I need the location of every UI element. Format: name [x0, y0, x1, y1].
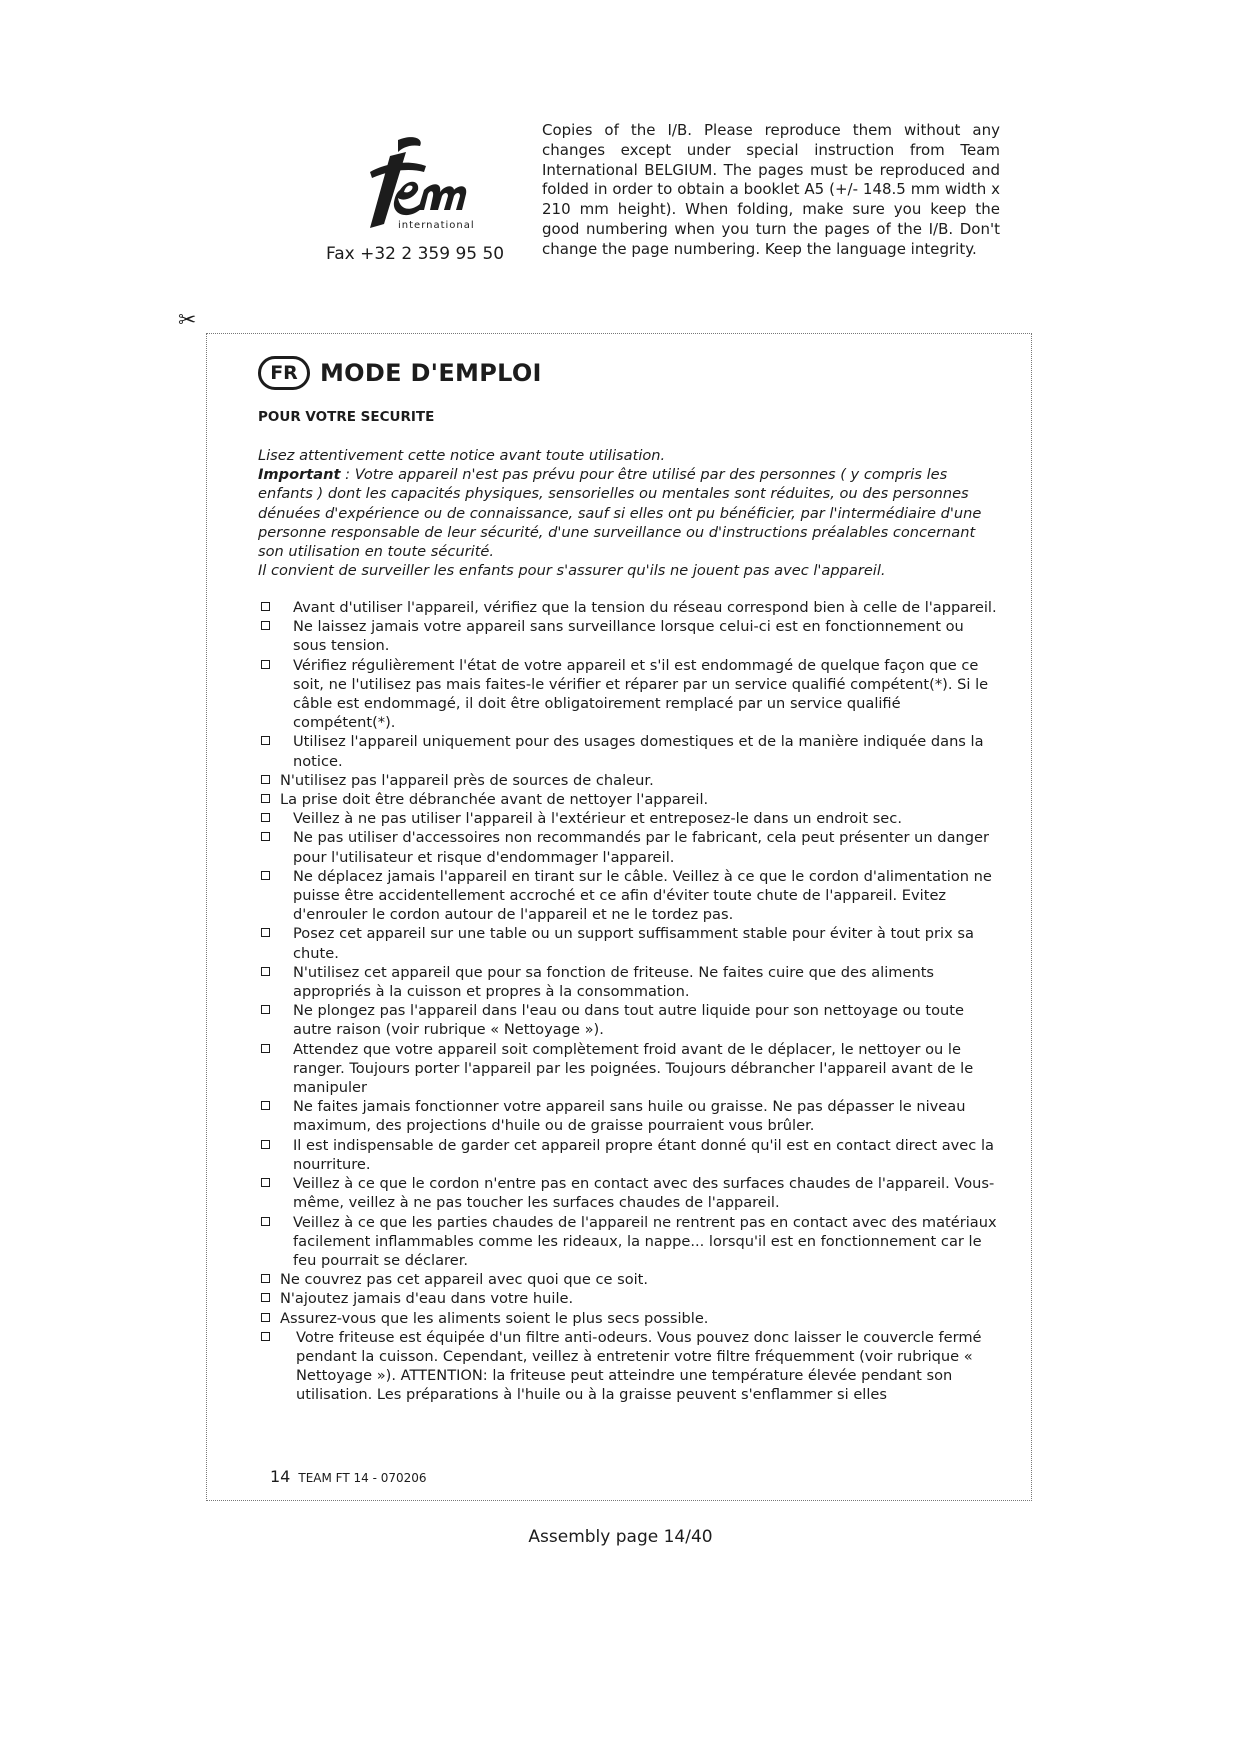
checkbox-icon [261, 1293, 270, 1302]
checkbox-icon [261, 832, 270, 841]
list-item [258, 1213, 998, 1271]
list-item [258, 1136, 998, 1174]
safety-list [258, 598, 998, 1405]
list-item-text: Utilisez l'appareil uniquement pour des usages domestiques et de la manière indiquée dans la notice. [293, 733, 984, 770]
list-item-text: Vérifiez régulièrement l'état de votre appareil et s'il est endommagé de quelque façon que ce soit, ne l'utilisez pas mais faites-le vérifier et réparer par un service qualifié compétent(*). Si le câble est endommagé, il doit être obligatoirement remplacé par un service qualifié compétent(*). [293, 656, 989, 732]
checkbox-icon [261, 1044, 270, 1053]
section-title: POUR VOTRE SECURITE [258, 409, 435, 425]
list-item [258, 656, 998, 733]
list-item [258, 1309, 998, 1328]
list-item [258, 598, 998, 617]
page-footer [270, 1467, 427, 1486]
checkbox-icon [261, 1313, 270, 1322]
checkbox-icon [261, 794, 270, 803]
list-item-text: N'ajoutez jamais d'eau dans votre huile. [280, 1290, 574, 1308]
checkbox-icon [261, 736, 270, 745]
list-item-text: Ne pas utiliser d'accessoires non recommandés par le fabricant, cela peut présenter un danger pour l'utilisateur et risque d'endommager l'appareil. [293, 829, 990, 866]
list-item [258, 867, 998, 925]
checkbox-icon [261, 967, 270, 976]
list-item-text: Posez cet appareil sur une table ou un support suffisamment stable pour éviter à tout prix sa chute. [293, 925, 974, 962]
list-item [258, 617, 998, 655]
list-item [258, 924, 998, 962]
checkbox-icon [261, 1178, 270, 1187]
list-item [258, 1040, 998, 1098]
list-item [258, 1174, 998, 1212]
checkbox-icon [261, 1274, 270, 1283]
list-item-text: Ne faites jamais fonctionner votre appareil sans huile ou graisse. Ne pas dépasser le niveau maximum, des projections d'huile ou de graisse pourraient vous brûler. [293, 1098, 966, 1135]
checkbox-icon [261, 602, 270, 611]
scissors-icon: ✂ [178, 308, 197, 333]
important-label: Important [258, 466, 341, 484]
page-number: 14 [270, 1467, 291, 1486]
checkbox-icon [261, 1140, 270, 1149]
language-badge: FR [258, 356, 310, 390]
checkbox-icon [261, 1332, 270, 1341]
checkbox-icon [261, 660, 270, 669]
list-item-text: Assurez-vous que les aliments soient le plus secs possible. [280, 1309, 709, 1327]
list-item [258, 732, 998, 770]
checkbox-icon [261, 813, 270, 822]
list-item [258, 771, 998, 790]
list-item [258, 809, 998, 828]
list-item-text: Veillez à ce que le cordon n'entre pas en contact avec des surfaces chaudes de l'appareil. Vous-même, veillez à ne pas toucher les surfaces chaudes de l'appareil. [293, 1175, 995, 1212]
svg-text:international: international [398, 220, 475, 231]
team-logo [340, 132, 480, 242]
list-item [258, 1328, 998, 1405]
list-item-text: Veillez à ne pas utiliser l'appareil à l'extérieur et entreposez-le dans un endroit sec. [293, 810, 902, 828]
document-code: TEAM FT 14 - 070206 [298, 1471, 427, 1485]
fax-number: Fax +32 2 359 95 50 [326, 244, 505, 264]
intro-line: Il convient de surveiller les enfants pour s'assurer qu'ils ne jouent pas avec l'appareil. [258, 562, 886, 580]
intro-line: Lisez attentivement cette notice avant toute utilisation. [258, 447, 666, 464]
list-item-text: Avant d'utiliser l'appareil, vérifiez que la tension du réseau correspond bien à celle de l'appareil. [293, 599, 997, 616]
list-item-text: Ne déplacez jamais l'appareil en tirant sur le câble. Veillez à ce que le cordon d'alimentation ne puisse être accidentellement accroché et ce afin d'éviter toute chute de l'appareil. Evitez d'enrouler le cordon autour de l'appareil et ne le tordez pas. [293, 867, 992, 924]
list-item [258, 790, 998, 809]
list-item-text: Ne plongez pas l'appareil dans l'eau ou dans tout autre liquide pour son nettoyage ou toute autre raison (voir rubrique « Nettoyage »). [293, 1002, 965, 1039]
list-item-text: La prise doit être débranchée avant de nettoyer l'appareil. [280, 791, 709, 809]
checkbox-icon [261, 621, 270, 630]
list-item-text: Veillez à ce que les parties chaudes de l'appareil ne rentrent pas en contact avec des matériaux facilement inflammables comme les rideaux, la nappe... lorsqu'il est en fonctionnement car le feu pourrait se déclarer. [293, 1213, 997, 1269]
assembly-page-label: Assembly page 14/40 [528, 1527, 713, 1547]
list-item [258, 1270, 998, 1289]
list-item-text: Votre friteuse est équipée d'un filtre anti-odeurs. Vous pouvez donc laisser le couvercle fermé pendant la cuisson. Cependant, veillez à entretenir votre filtre fréquemment (voir rubrique « Nettoyage »). ATTENTION: la friteuse peut atteindre une température élevée pendant son utilisation. Les préparations à l'huile ou à la graisse peuvent s'enflammer si elles [296, 1328, 982, 1404]
checkbox-icon [261, 1217, 270, 1226]
checkbox-icon [261, 1101, 270, 1110]
checkbox-icon [261, 928, 270, 937]
list-item-text: Ne couvrez pas cet appareil avec quoi que ce soit. [280, 1271, 649, 1289]
checkbox-icon [261, 775, 270, 784]
list-item [258, 828, 998, 866]
team-logo-icon [340, 132, 480, 242]
list-item-text: Attendez que votre appareil soit complètement froid avant de le déplacer, le nettoyer ou le ranger. Toujours porter l'appareil par les poignées. Toujours débrancher l'appareil avant de le manipuler [293, 1040, 974, 1097]
list-item-text: Ne laissez jamais votre appareil sans surveillance lorsque celui-ci est en fonctionnement ou sous tension. [293, 618, 964, 655]
list-item-text: N'utilisez cet appareil que pour sa fonction de friteuse. Ne faites cuire que des aliments appropriés à la cuisson et propres à la consommation. [293, 963, 935, 1001]
checkbox-icon [261, 1005, 270, 1014]
list-item [258, 963, 998, 1001]
list-item [258, 1001, 998, 1039]
reproduction-notice: Copies of the I/B. Please reproduce them without any changes except under special instruction from Team International BELGIUM. The pages must be reproduced and folded in order to obtain a booklet A5 (+/- 148.5 mm width x 210 mm height). When folding, make sure you keep the good numbering when you turn the pages of the I/B. Don't change the page numbering. Keep the language integrity. [542, 121, 1000, 258]
list-item-text: Il est indispensable de garder cet appareil propre étant donné qu'il est en contact direct avec la nourriture. [293, 1136, 994, 1173]
list-item [258, 1097, 998, 1135]
list-item-text: N'utilisez pas l'appareil près de sources de chaleur. [280, 771, 654, 789]
page-title: MODE D'EMPLOI [320, 359, 542, 387]
list-item [258, 1289, 998, 1308]
important-paragraph [258, 465, 990, 561]
important-text: : Votre appareil n'est pas prévu pour être utilisé par des personnes ( y compris les enfants ) dont les capacités physiques, sensorielles ou mentales sont réduites, ou des personnes dénuées d'expérience ou de connaissance, sauf si elles ont pu bénéficier, par l'intermédiaire d'une personne responsable de leur sécurité, d'une surveillance ou d'instructions préalables concernant son utilisation en toute sécurité. [258, 466, 982, 561]
intro-text [258, 446, 990, 580]
manual-title-row [258, 354, 542, 392]
checkbox-icon [261, 871, 270, 880]
